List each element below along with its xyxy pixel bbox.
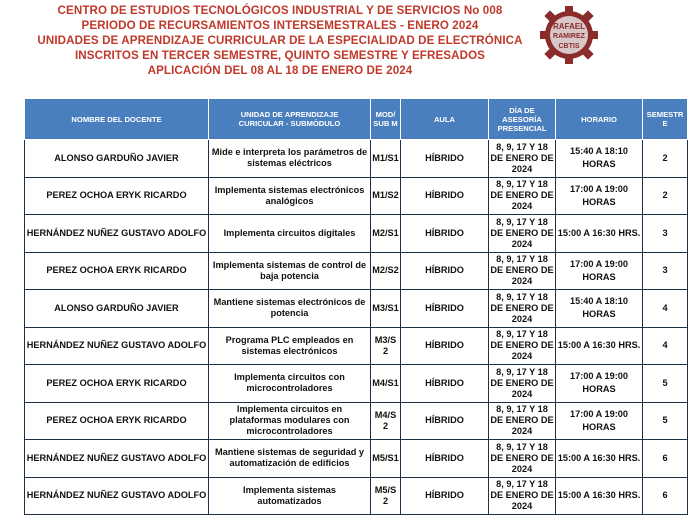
mod-cell: M2/S1: [371, 215, 401, 253]
unidad-cell: Mantiene sistemas electrónicos de potencia: [209, 290, 371, 328]
semestre-cell: 6: [643, 477, 688, 515]
column-header-unidad: UNIDAD DE APRENDIZAJE CURICULAR - SUBMÓDULO: [209, 99, 371, 140]
aula-cell: HÍBRIDO: [401, 402, 489, 440]
mod-cell: M4/S 2: [371, 402, 401, 440]
unidad-cell: Implementa sistemas de control de baja potencia: [209, 252, 371, 290]
dia-cell: 8, 9, 17 Y 18 DE ENERO DE 2024: [489, 440, 556, 478]
horario-cell: 17:00 A 19:00 HORAS: [556, 402, 643, 440]
logo-text: RAFAEL: [553, 22, 585, 31]
table-row: [25, 252, 688, 290]
dia-cell: 8, 9, 17 Y 18 DE ENERO DE 2024: [489, 177, 556, 215]
unidad-cell: Mantiene sistemas de seguridad y automatización de edificios: [209, 440, 371, 478]
horario-cell: 17:00 A 19:00 HORAS: [556, 365, 643, 403]
aula-cell: HÍBRIDO: [401, 290, 489, 328]
aula-cell: HÍBRIDO: [401, 327, 489, 365]
semestre-cell: 3: [643, 215, 688, 253]
aula-cell: HÍBRIDO: [401, 252, 489, 290]
dia-cell: 8, 9, 17 Y 18 DE ENERO DE 2024: [489, 365, 556, 403]
docente-cell: PEREZ OCHOA ERYK RICARDO: [25, 402, 209, 440]
table-header-row: [25, 99, 688, 140]
semestre-cell: 4: [643, 327, 688, 365]
header-line: UNIDADES DE APRENDIZAJE CURRICULAR DE LA ESPECIALIDAD DE ELECTRÓNICA: [37, 34, 523, 47]
horario-cell: 15:00 A 16:30 HRS.: [556, 440, 643, 478]
aula-cell: HÍBRIDO: [401, 477, 489, 515]
table-row: [25, 365, 688, 403]
dia-cell: 8, 9, 17 Y 18 DE ENERO DE 2024: [489, 477, 556, 515]
docente-cell: HERNÁNDEZ NUÑEZ GUSTAVO ADOLFO: [25, 477, 209, 515]
horario-cell: 15:40 A 18:10 HORAS: [556, 290, 643, 328]
mod-cell: M5/S1: [371, 440, 401, 478]
aula-cell: HÍBRIDO: [401, 215, 489, 253]
table-row: [25, 215, 688, 253]
docente-cell: PEREZ OCHOA ERYK RICARDO: [25, 177, 209, 215]
column-header-dia: DÍA DE ASESORÍA PRESENCIAL: [489, 99, 556, 140]
dia-cell: 8, 9, 17 Y 18 DE ENERO DE 2024: [489, 402, 556, 440]
docente-cell: HERNÁNDEZ NUÑEZ GUSTAVO ADOLFO: [25, 327, 209, 365]
semestre-cell: 3: [643, 252, 688, 290]
header-line: APLICACIÓN DEL 08 AL 18 DE ENERO DE 2024: [147, 64, 413, 77]
logo-text: RAMIREZ: [553, 33, 585, 40]
aula-cell: HÍBRIDO: [401, 440, 489, 478]
horario-cell: 17:00 A 19:00 HORAS: [556, 177, 643, 215]
semestre-cell: 2: [643, 177, 688, 215]
unidad-cell: Implementa circuitos en plataformas modulares con microcontroladores: [209, 402, 371, 440]
unidad-cell: Programa PLC empleados en sistemas electrónicos: [209, 327, 371, 365]
table-row: [25, 327, 688, 365]
mod-cell: M2/S2: [371, 252, 401, 290]
aula-cell: HÍBRIDO: [401, 177, 489, 215]
table-row: [25, 290, 688, 328]
unidad-cell: Mide e interpreta los parámetros de sistemas eléctricos: [209, 140, 371, 178]
horario-cell: 17:00 A 19:00 HORAS: [556, 252, 643, 290]
dia-cell: 8, 9, 17 Y 18 DE ENERO DE 2024: [489, 290, 556, 328]
mod-cell: M4/S1: [371, 365, 401, 403]
mod-cell: M3/S 2: [371, 327, 401, 365]
table-row: [25, 140, 688, 178]
unidad-cell: Implementa sistemas automatizados: [209, 477, 371, 515]
school-logo: [538, 4, 600, 66]
mod-cell: M1/S1: [371, 140, 401, 178]
docente-cell: PEREZ OCHOA ERYK RICARDO: [25, 365, 209, 403]
horario-cell: 15:00 A 16:30 HRS.: [556, 327, 643, 365]
semestre-cell: 5: [643, 402, 688, 440]
table-row: [25, 440, 688, 478]
mod-cell: M1/S2: [371, 177, 401, 215]
column-header-semestre: SEMESTR E: [643, 99, 688, 140]
horario-cell: 15:00 A 16:30 HRS.: [556, 215, 643, 253]
docente-cell: HERNÁNDEZ NUÑEZ GUSTAVO ADOLFO: [25, 215, 209, 253]
aula-cell: HÍBRIDO: [401, 140, 489, 178]
header-line: CENTRO DE ESTUDIOS TECNOLÓGICOS INDUSTRIAL Y DE SERVICIOS No 008: [57, 4, 503, 17]
unidad-cell: Implementa sistemas electrónicos analógicos: [209, 177, 371, 215]
column-header-aula: AULA: [401, 99, 489, 140]
logo-text: CBTIS: [558, 43, 580, 50]
semestre-cell: 4: [643, 290, 688, 328]
header-line: INSCRITOS EN TERCER SEMESTRE, QUINTO SEMESTRE Y EFRESADOS: [74, 49, 486, 62]
header-line: PERIODO DE RECURSAMIENTOS INTERSEMESTRALES - ENERO 2024: [81, 19, 479, 32]
aula-cell: HÍBRIDO: [401, 365, 489, 403]
table-row: [25, 477, 688, 515]
docente-cell: PEREZ OCHOA ERYK RICARDO: [25, 252, 209, 290]
docente-cell: HERNÁNDEZ NUÑEZ GUSTAVO ADOLFO: [25, 440, 209, 478]
docente-cell: ALONSO GARDUÑO JAVIER: [25, 140, 209, 178]
column-header-horario: HORARIO: [556, 99, 643, 140]
dia-cell: 8, 9, 17 Y 18 DE ENERO DE 2024: [489, 140, 556, 178]
docente-cell: ALONSO GARDUÑO JAVIER: [25, 290, 209, 328]
column-header-mod: MOD/ SUB M: [371, 99, 401, 140]
semestre-cell: 6: [643, 440, 688, 478]
semestre-cell: 2: [643, 140, 688, 178]
unidad-cell: Implementa circuitos digitales: [209, 215, 371, 253]
dia-cell: 8, 9, 17 Y 18 DE ENERO DE 2024: [489, 327, 556, 365]
horario-cell: 15:00 A 16:30 HRS.: [556, 477, 643, 515]
semestre-cell: 5: [643, 365, 688, 403]
table-row: [25, 177, 688, 215]
schedule-table: [24, 98, 688, 515]
horario-cell: 15:40 A 18:10 HORAS: [556, 140, 643, 178]
unidad-cell: Implementa circuitos con microcontroladores: [209, 365, 371, 403]
dia-cell: 8, 9, 17 Y 18 DE ENERO DE 2024: [489, 215, 556, 253]
mod-cell: M3/S1: [371, 290, 401, 328]
document-header: [0, 3, 560, 78]
column-header-docente: NOMBRE DEL DOCENTE: [25, 99, 209, 140]
table-row: [25, 402, 688, 440]
dia-cell: 8, 9, 17 Y 18 DE ENERO DE 2024: [489, 252, 556, 290]
mod-cell: M5/S 2: [371, 477, 401, 515]
